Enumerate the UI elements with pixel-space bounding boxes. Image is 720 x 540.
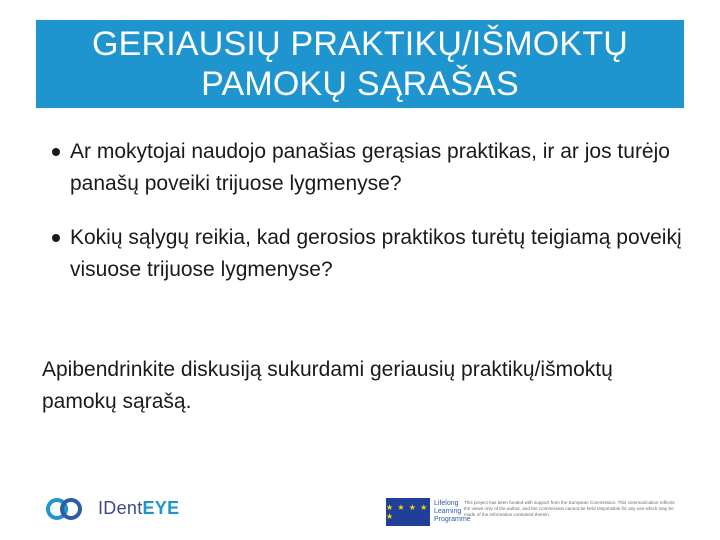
bullet-text: Ar mokytojai naudojo panašias gerąsias praktikas, ir ar jos turėjo panašų poveiki trijuose lygmenyse? xyxy=(70,140,670,195)
summary-text: Apibendrinkite diskusiją sukurdami geriausių praktikų/išmoktų pamokų sąrašą. xyxy=(42,358,613,413)
footer xyxy=(0,490,720,532)
slide-title-line-2: PAMOKŲ SĄRAŠAS xyxy=(201,65,519,103)
identeye-wordmark-suffix: EYE xyxy=(142,497,180,518)
identeye-rings-icon xyxy=(46,496,92,520)
bullet-dot-icon xyxy=(48,136,70,200)
programme-label: Lifelong Learning Programme xyxy=(434,500,471,523)
bullet-text: Kokių sąlygų reikia, kad gerosios praktikos turėtų teigiamą poveikį visuose trijuose lygmenyse? xyxy=(70,226,682,281)
identeye-wordmark-prefix: IDent xyxy=(98,497,143,518)
slide-title-band xyxy=(36,20,684,108)
bullet-dot-icon xyxy=(48,222,70,286)
bullet-item xyxy=(48,222,688,286)
eu-stars: ★ ★ ★ ★ ★ xyxy=(386,503,429,521)
eu-flag-icon xyxy=(386,498,430,526)
bullet-list xyxy=(48,136,688,308)
slide-title-line-1: GERIAUSIŲ PRAKTIKŲ/IŠMOKTŲ xyxy=(91,25,629,63)
identeye-logo xyxy=(46,496,179,520)
identeye-wordmark xyxy=(98,498,179,519)
bullet-item xyxy=(48,136,688,200)
funding-disclaimer: This project has been funded with support from the European Commission. This communication reflects the views only of the author, and the Commission cannot be held responsible for any use which may be made of the information contained therein. xyxy=(464,500,675,517)
